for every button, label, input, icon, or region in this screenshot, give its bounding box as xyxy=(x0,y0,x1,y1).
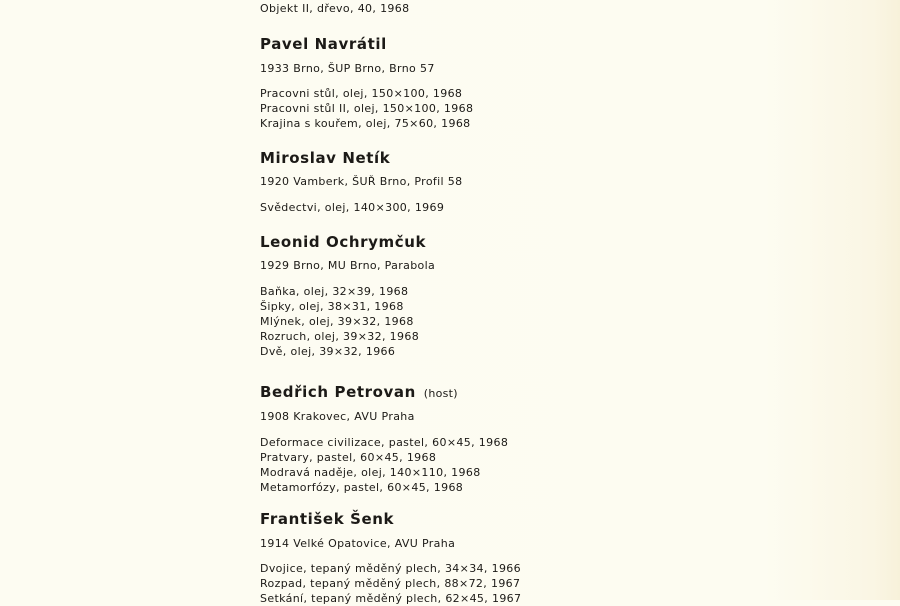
work-item: Svědectvi, olej, 140×300, 1969 xyxy=(260,201,445,214)
guest-note: (host) xyxy=(423,387,458,400)
work-item: Dvě, olej, 39×32, 1966 xyxy=(260,345,396,358)
work-item: Rozruch, olej, 39×32, 1968 xyxy=(260,330,420,343)
work-item: Modravá naděje, olej, 140×110, 1968 xyxy=(260,466,481,479)
work-item: Rozpad, tepaný měděný plech, 88×72, 1967 xyxy=(260,577,521,590)
work-item: Pracovni stůl, olej, 150×100, 1968 xyxy=(260,87,463,100)
artist-name: Bedřich Petrovan xyxy=(260,383,416,401)
work-item: Pracovni stůl II, olej, 150×100, 1968 xyxy=(260,102,474,115)
work-item: Baňka, olej, 32×39, 1968 xyxy=(260,285,409,298)
artist-bio: 1920 Vamberk, ŠUŘ Brno, Profil 58 xyxy=(260,175,463,188)
artist-bio: 1914 Velké Opatovice, AVU Praha xyxy=(260,537,456,550)
work-item: Dvojice, tepaný měděný plech, 34×34, 1966 xyxy=(260,562,521,575)
artist-bio: 1933 Brno, ŠUP Brno, Brno 57 xyxy=(260,62,435,75)
work-item: Setkání, tepaný měděný plech, 62×45, 1967 xyxy=(260,592,522,605)
work-item: Krajina s kouřem, olej, 75×60, 1968 xyxy=(260,117,471,130)
artist-name: Miroslav Netík xyxy=(260,149,391,167)
work-item: Mlýnek, olej, 39×32, 1968 xyxy=(260,315,414,328)
artist-name: Leonid Ochrymčuk xyxy=(260,233,427,251)
artist-name: František Šenk xyxy=(260,510,395,528)
artist-bio: 1908 Krakovec, AVU Praha xyxy=(260,410,415,423)
artist-name: Pavel Navrátil xyxy=(260,35,387,53)
work-item: Deformace civilizace, pastel, 60×45, 1968 xyxy=(260,436,509,449)
work-item: Objekt II, dřevo, 40, 1968 xyxy=(260,2,410,15)
work-item: Šipky, olej, 38×31, 1968 xyxy=(260,300,404,313)
work-item: Pratvary, pastel, 60×45, 1968 xyxy=(260,451,437,464)
artist-bio: 1929 Brno, MU Brno, Parabola xyxy=(260,259,436,272)
work-item: Metamorfózy, pastel, 60×45, 1968 xyxy=(260,481,464,494)
artist-name-row xyxy=(260,383,458,403)
